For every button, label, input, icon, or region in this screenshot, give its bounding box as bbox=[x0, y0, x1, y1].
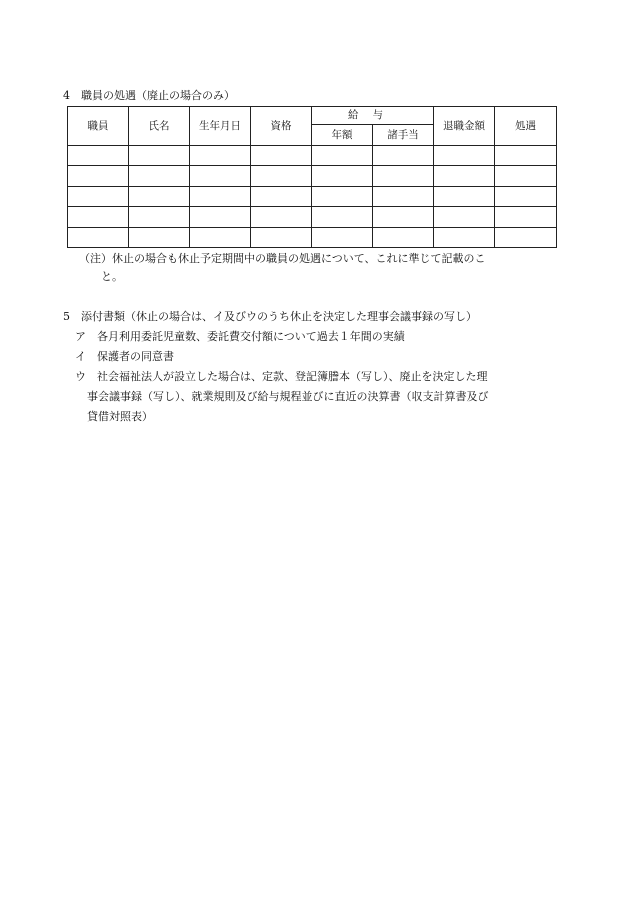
staff-treatment-table bbox=[67, 106, 557, 248]
table-row bbox=[68, 227, 557, 248]
table-row bbox=[68, 166, 557, 186]
section4-heading: 4 職員の処遇（廃止の場合のみ） bbox=[63, 89, 235, 102]
table-cell bbox=[190, 145, 251, 165]
header-qualification: 資格 bbox=[251, 107, 312, 146]
attachment-item-i: イ 保護者の同意書 bbox=[75, 350, 174, 363]
table-cell bbox=[434, 207, 495, 227]
header-annual: 年額 bbox=[312, 125, 373, 145]
header-staff: 職員 bbox=[68, 107, 129, 146]
table-cell bbox=[129, 166, 190, 186]
table-cell bbox=[68, 186, 129, 206]
table-cell bbox=[129, 145, 190, 165]
attachment-item-u-line-3: 貸借対照表） bbox=[87, 410, 153, 423]
header-allowances: 諸手当 bbox=[373, 125, 434, 145]
table-cell bbox=[251, 186, 312, 206]
note-line-2: と。 bbox=[101, 270, 123, 283]
table-cell bbox=[373, 207, 434, 227]
header-name: 氏名 bbox=[129, 107, 190, 146]
table-cell bbox=[495, 166, 557, 186]
table-cell bbox=[251, 166, 312, 186]
attachment-item-u-line-1: ウ 社会福祉法人が設立した場合は、定款、登記簿謄本（写し）、廃止を決定した理 bbox=[75, 370, 488, 383]
table-cell bbox=[434, 166, 495, 186]
header-treatment: 処遇 bbox=[495, 107, 557, 146]
attachment-item-u-line-2: 事会議事録（写し）、就業規則及び給与規程並びに直近の決算書（収支計算書及び bbox=[87, 390, 489, 403]
table-cell bbox=[373, 145, 434, 165]
table-cell bbox=[495, 207, 557, 227]
table-cell bbox=[312, 227, 373, 248]
table-cell bbox=[68, 227, 129, 248]
table-cell bbox=[373, 186, 434, 206]
table-cell bbox=[190, 207, 251, 227]
table-cell bbox=[312, 186, 373, 206]
table-cell bbox=[312, 145, 373, 165]
table-row bbox=[68, 145, 557, 165]
table-cell bbox=[251, 227, 312, 248]
table-row bbox=[68, 186, 557, 206]
table-cell bbox=[68, 145, 129, 165]
header-salary: 給与 bbox=[312, 107, 434, 125]
table-cell bbox=[373, 227, 434, 248]
table-cell bbox=[495, 186, 557, 206]
table-cell bbox=[495, 227, 557, 248]
header-birthdate: 生年月日 bbox=[190, 107, 251, 146]
table-cell bbox=[495, 145, 557, 165]
table-cell bbox=[129, 186, 190, 206]
table-cell bbox=[251, 207, 312, 227]
table-row bbox=[68, 207, 557, 227]
attachment-item-a: ア 各月利用委託児童数、委託費交付額について過去１年間の実績 bbox=[75, 330, 405, 343]
table-cell bbox=[190, 186, 251, 206]
table-cell bbox=[190, 166, 251, 186]
table-cell bbox=[68, 166, 129, 186]
table-cell bbox=[434, 145, 495, 165]
table-cell bbox=[129, 227, 190, 248]
table-cell bbox=[190, 227, 251, 248]
table-cell bbox=[251, 145, 312, 165]
table-cell bbox=[68, 207, 129, 227]
section5-heading: 5 添付書類（休止の場合は、イ及びウのうち休止を決定した理事会議事録の写し） bbox=[63, 310, 477, 323]
table-cell bbox=[434, 186, 495, 206]
table-cell bbox=[312, 207, 373, 227]
table-cell bbox=[434, 227, 495, 248]
table-cell bbox=[373, 166, 434, 186]
table-cell bbox=[129, 207, 190, 227]
table-header-row bbox=[68, 107, 557, 125]
note-line-1: （注）休止の場合も休止予定期間中の職員の処遇について、これに準じて記載のこ bbox=[79, 252, 486, 265]
table-cell bbox=[312, 166, 373, 186]
header-retirement: 退職金額 bbox=[434, 107, 495, 146]
